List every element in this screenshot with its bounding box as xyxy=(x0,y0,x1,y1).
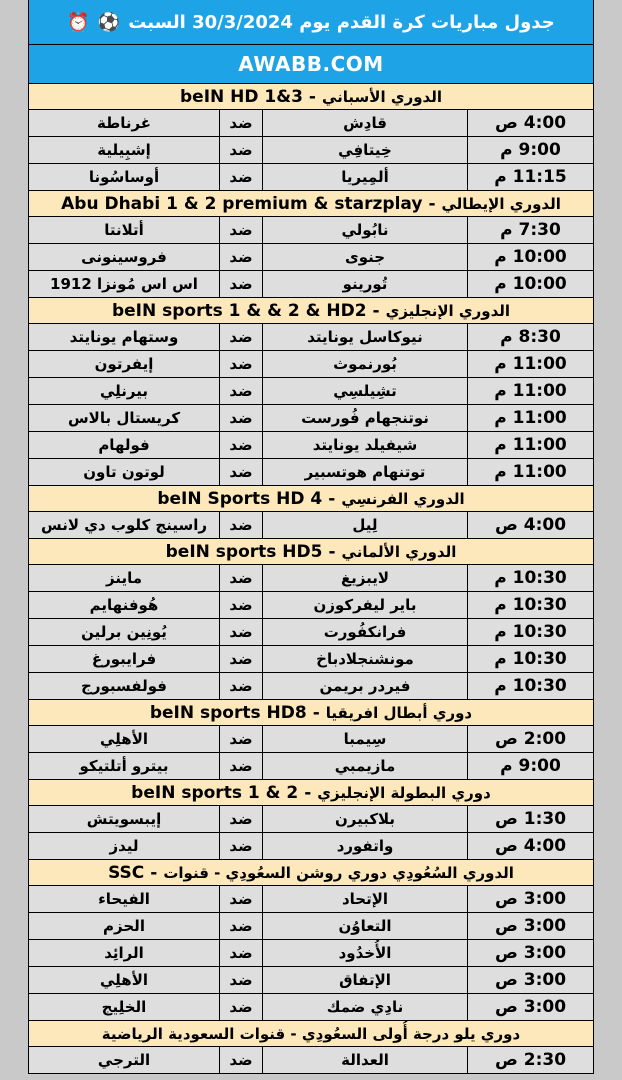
vs-label: ضد xyxy=(219,913,262,939)
vs-label: ضد xyxy=(219,886,262,912)
home-team: خِيتافِي xyxy=(262,137,467,163)
away-team: الخلِيج xyxy=(101,998,147,1016)
league-separator: - xyxy=(150,862,158,883)
match-row xyxy=(29,1047,593,1074)
away-team: الحزم xyxy=(103,917,145,935)
league-list xyxy=(29,84,593,1074)
vs-label: ضد xyxy=(219,940,262,966)
away-team: فولهام xyxy=(98,436,150,454)
vs-label: ضد xyxy=(219,271,262,297)
away-team: أتلانتا xyxy=(104,221,144,239)
league-separator: - xyxy=(312,702,320,723)
match-row xyxy=(29,405,593,432)
site-banner xyxy=(29,45,593,84)
vs-label: ضد xyxy=(219,592,262,618)
home-team: باير ليفركوزن xyxy=(262,592,467,618)
match-time: 4:00 ص xyxy=(467,833,593,859)
home-team: سِيمبا xyxy=(262,726,467,752)
league-header xyxy=(29,539,593,565)
away-team: فروسينونى xyxy=(81,248,167,266)
home-team: تُورينو xyxy=(262,271,467,297)
vs-label: ضد xyxy=(219,217,262,243)
away-team: الرائِد xyxy=(104,944,144,962)
league-channel: beIN HD 1&3 xyxy=(180,86,303,107)
away-team: وستهام يونايتد xyxy=(69,328,179,346)
match-time: 11:15 م xyxy=(467,164,593,190)
league-name: الدوري السُعُودِي دوري روشن السعُودِي - قنوات xyxy=(163,863,514,882)
home-team: ألمِيريا xyxy=(262,164,467,190)
home-team: نابُولي xyxy=(262,217,467,243)
vs-label: ضد xyxy=(219,806,262,832)
home-team: لِيل xyxy=(262,512,467,538)
match-time: 1:30 ص xyxy=(467,806,593,832)
vs-label: ضد xyxy=(219,565,262,591)
match-row xyxy=(29,512,593,539)
vs-label: ضد xyxy=(219,244,262,270)
away-team: ليدز xyxy=(109,837,139,855)
home-team: جنوى xyxy=(262,244,467,270)
page-title: جدول مباريات كرة القدم يوم 30/3/2024 السبت xyxy=(128,11,555,33)
match-row xyxy=(29,378,593,405)
home-team: نيوكاسل يونايتد xyxy=(262,324,467,350)
match-time: 3:00 ص xyxy=(467,994,593,1020)
vs-label: ضد xyxy=(219,378,262,404)
match-row xyxy=(29,967,593,994)
match-row xyxy=(29,459,593,486)
away-team: الفيحاء xyxy=(98,890,150,908)
league-header xyxy=(29,298,593,324)
league-channel: beIN sports 1 & & 2 & HD2 xyxy=(111,300,367,321)
league-header xyxy=(29,860,593,886)
match-time: 10:30 م xyxy=(467,646,593,672)
home-team: الإتحاد xyxy=(262,886,467,912)
match-time: 10:30 م xyxy=(467,619,593,645)
match-time: 2:30 ص xyxy=(467,1047,593,1073)
vs-label: ضد xyxy=(219,1047,262,1073)
match-time: 10:30 م xyxy=(467,592,593,618)
league-name: دوري يلو درجة أُولى السعُودِي - قنوات السعودية الرياضية xyxy=(101,1024,521,1043)
away-team: الترجي xyxy=(97,1051,151,1069)
away-team: هُوفنهايم xyxy=(89,596,159,614)
match-time: 7:30 م xyxy=(467,217,593,243)
league-channel: beIN sports HD8 xyxy=(149,702,307,723)
league-name: دوري البطولة الإنجليزي xyxy=(317,783,491,802)
vs-label: ضد xyxy=(219,432,262,458)
schedule-sheet xyxy=(28,0,594,1074)
away-team: راسينج كلوب دي لانس xyxy=(40,516,208,534)
match-time: 11:00 م xyxy=(467,432,593,458)
league-name: دوري أبطال افريقيا xyxy=(325,703,473,722)
league-name: الدوري الإيطالي xyxy=(441,194,561,213)
match-time: 11:00 م xyxy=(467,405,593,431)
vs-label: ضد xyxy=(219,833,262,859)
vs-label: ضد xyxy=(219,324,262,350)
away-team: ماينز xyxy=(106,569,143,587)
league-header xyxy=(29,700,593,726)
match-time: 11:00 م xyxy=(467,351,593,377)
away-team: يُونِين برلين xyxy=(81,623,167,641)
away-team: فولفسبورج xyxy=(81,677,167,695)
match-time: 3:00 ص xyxy=(467,913,593,939)
match-row xyxy=(29,673,593,700)
home-team: قادِش xyxy=(262,110,467,136)
away-team: إيفرتون xyxy=(94,355,154,373)
away-team: إشبِيلية xyxy=(97,141,151,159)
match-row xyxy=(29,913,593,940)
league-header xyxy=(29,780,593,806)
home-team: نوتنجهام فُورست xyxy=(262,405,467,431)
match-time: 4:00 ص xyxy=(467,110,593,136)
title-bar xyxy=(29,0,593,45)
vs-label: ضد xyxy=(219,646,262,672)
match-row xyxy=(29,244,593,271)
match-row xyxy=(29,833,593,860)
home-team: مونشنجلادباخ xyxy=(262,646,467,672)
league-separator: - xyxy=(308,86,316,107)
home-team: واتفورد xyxy=(262,833,467,859)
match-row xyxy=(29,217,593,244)
away-team: أوساسُونا xyxy=(88,168,160,186)
league-name: الدوري الإنجليزي xyxy=(385,301,511,320)
league-name: الدوري الألماني xyxy=(341,542,457,561)
match-row xyxy=(29,351,593,378)
away-team: بيترو أتلتيكو xyxy=(79,757,169,775)
league-channel: SSC xyxy=(108,862,145,883)
match-time: 3:00 ص xyxy=(467,940,593,966)
away-team: غرناطة xyxy=(96,114,152,132)
home-team: بُورنموث xyxy=(262,351,467,377)
league-name: الدوري الفرنسِي xyxy=(341,489,465,508)
vs-label: ضد xyxy=(219,405,262,431)
league-channel: beIN Sports HD 4 xyxy=(157,488,323,509)
match-row xyxy=(29,646,593,673)
match-row xyxy=(29,565,593,592)
match-row xyxy=(29,432,593,459)
home-team: توتنهام هوتسبير xyxy=(262,459,467,485)
vs-label: ضد xyxy=(219,753,262,779)
league-separator: - xyxy=(372,300,380,321)
vs-label: ضد xyxy=(219,726,262,752)
match-time: 10:30 م xyxy=(467,565,593,591)
league-separator: - xyxy=(304,782,312,803)
away-team: فرايبورغ xyxy=(91,650,157,668)
league-name: الدوري الأسباني xyxy=(321,87,442,106)
vs-label: ضد xyxy=(219,110,262,136)
vs-label: ضد xyxy=(219,619,262,645)
match-row xyxy=(29,137,593,164)
match-row xyxy=(29,753,593,780)
soccer-ball-icon: ⚽ xyxy=(97,11,121,33)
home-team: فرانكفُورت xyxy=(262,619,467,645)
site-name: AWABB.COM xyxy=(238,52,384,76)
match-time: 11:00 م xyxy=(467,378,593,404)
match-row xyxy=(29,324,593,351)
home-team: مازيمبي xyxy=(262,753,467,779)
match-row xyxy=(29,271,593,298)
away-team: الأهلِي xyxy=(100,971,149,989)
away-team: اس اس مُونزا 1912 xyxy=(50,275,198,293)
vs-label: ضد xyxy=(219,967,262,993)
vs-label: ضد xyxy=(219,164,262,190)
match-row xyxy=(29,886,593,913)
match-time: 4:00 ص xyxy=(467,512,593,538)
away-team: لوتون تاون xyxy=(83,463,165,481)
home-team: التعاوُن xyxy=(262,913,467,939)
vs-label: ضد xyxy=(219,512,262,538)
match-row xyxy=(29,619,593,646)
vs-label: ضد xyxy=(219,137,262,163)
match-time: 10:00 م xyxy=(467,271,593,297)
away-team: بيرنلِي xyxy=(99,382,149,400)
league-channel: Abu Dhabi 1 & 2 premium & starzplay xyxy=(61,193,423,214)
vs-label: ضد xyxy=(219,673,262,699)
home-team: فيردر بريمن xyxy=(262,673,467,699)
match-time: 11:00 م xyxy=(467,459,593,485)
match-row xyxy=(29,994,593,1021)
match-time: 3:00 ص xyxy=(467,886,593,912)
vs-label: ضد xyxy=(219,994,262,1020)
match-time: 2:00 ص xyxy=(467,726,593,752)
vs-label: ضد xyxy=(219,351,262,377)
league-separator: - xyxy=(328,488,336,509)
league-channel: beIN sports 1 & 2 xyxy=(131,782,299,803)
home-team: الإتفاق xyxy=(262,967,467,993)
league-header xyxy=(29,191,593,217)
home-team: شيفيلد يونايتد xyxy=(262,432,467,458)
away-team: إيبسويتش xyxy=(86,810,162,828)
vs-label: ضد xyxy=(219,459,262,485)
match-time: 10:30 م xyxy=(467,673,593,699)
match-time: 10:00 م xyxy=(467,244,593,270)
match-time: 9:00 م xyxy=(467,753,593,779)
match-time: 3:00 ص xyxy=(467,967,593,993)
match-time: 8:30 م xyxy=(467,324,593,350)
league-separator: - xyxy=(328,541,336,562)
match-row xyxy=(29,806,593,833)
match-row xyxy=(29,164,593,191)
home-team: الأُخدُود xyxy=(262,940,467,966)
match-row xyxy=(29,110,593,137)
home-team: العدالة xyxy=(262,1047,467,1073)
match-row xyxy=(29,592,593,619)
match-time: 9:00 م xyxy=(467,137,593,163)
home-team: بلاكبيرن xyxy=(262,806,467,832)
league-header xyxy=(29,486,593,512)
match-row xyxy=(29,726,593,753)
home-team: لايبزيغ xyxy=(262,565,467,591)
clock-icon: ⏰ xyxy=(67,11,90,33)
away-team: الأهلِي xyxy=(100,730,149,748)
home-team: تشِيلسِي xyxy=(262,378,467,404)
match-row xyxy=(29,940,593,967)
league-separator: - xyxy=(428,193,436,214)
league-channel: beIN sports HD5 xyxy=(165,541,323,562)
home-team: نادِي ضمك xyxy=(262,994,467,1020)
away-team: كريستال بالاس xyxy=(67,409,181,427)
league-header xyxy=(29,84,593,110)
league-header xyxy=(29,1021,593,1047)
